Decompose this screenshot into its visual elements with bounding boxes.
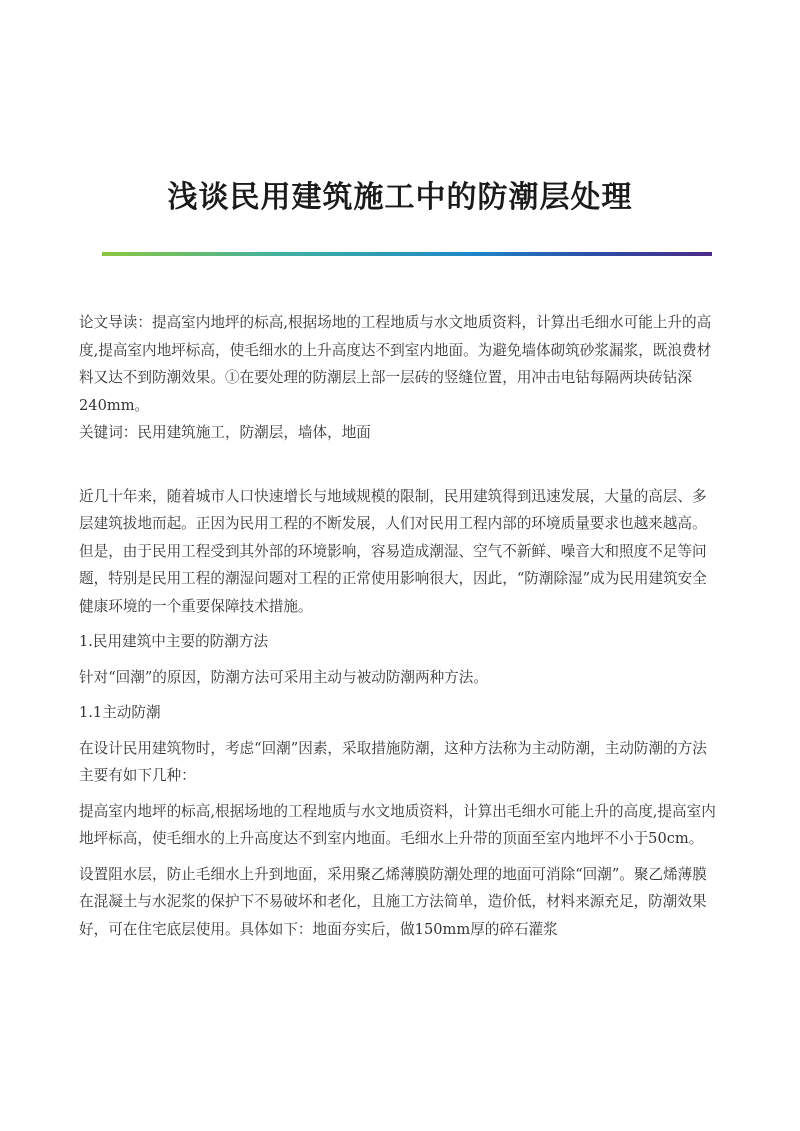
spacer [79, 853, 721, 861]
method-1-paragraph: 提高室内地坪的标高,根据场地的工程地质与水文地质资料，计算出毛细水可能上升的高度,提高室内地坪标高，使毛细水的上升高度达不到室内地面。毛细水上升带的顶面至室内地坪不小于50cm。 [79, 802, 716, 847]
section-heading-1-1: 1.1主动防潮 [79, 704, 161, 721]
abstract-label: 论文导读： [79, 314, 152, 331]
keywords-label: 关键词： [79, 424, 138, 441]
spacer [79, 656, 721, 664]
spacer [79, 727, 721, 735]
section-heading-1: 1.民用建筑中主要的防潮方法 [79, 633, 269, 650]
spacer [79, 447, 721, 483]
section-1-1-paragraph: 在设计民用建筑物时，考虑“回潮”因素，采取措施防潮，这种方法称为主动防潮，主动防潮的方法主要有如下几种： [79, 739, 707, 784]
abstract-text: 提高室内地坪的标高,根据场地的工程地质与水文地质资料，计算出毛细水可能上升的高度,提高室内地坪标高，使毛细水的上升高度达不到室内地面。为避免墙体砌筑砂浆漏浆，既浪费材料又达不到防潮效果。①在要处理的防潮层上部一层砖的竖缝位置，用冲击电钻每隔两块砖钻深240mm。 [79, 314, 712, 414]
method-2-paragraph: 设置阻水层，防止毛细水上升到地面，采用聚乙烯薄膜防潮处理的地面可消除“回潮”。聚乙烯薄膜在混凝土与水泥浆的保护下不易破坏和老化，且施工方法简单，造价低，材料来源充足，防潮效果好，可在住宅底层使用。具体如下：地面夯实后，做150mm厚的碎石灌浆 [79, 865, 707, 938]
keywords-paragraph [79, 419, 721, 447]
section-1-paragraph: 针对“回潮”的原因，防潮方法可采用主动与被动防潮两种方法。 [79, 668, 488, 686]
document-body [79, 309, 721, 943]
page-title: 浅谈民用建筑施工中的防潮层处理 [167, 180, 633, 216]
title-divider [102, 252, 712, 256]
intro-paragraph: 近几十年来，随着城市人口快速增长与地域规模的限制，民用建筑得到迅速发展，大量的高层、多层建筑拔地而起。正因为民用工程的不断发展，人们对民用工程内部的环境质量要求也越来越高。但是，由于民用工程受到其外部的环境影响，容易造成潮湿、空气不新鲜、噪音大和照度不足等问题，特别是民用工程的潮湿问题对工程的正常使用影响很大，因此，“防潮除湿”成为民用建筑安全健康环境的一个重要保障技术措施。 [79, 487, 707, 615]
abstract-paragraph [79, 309, 721, 419]
spacer [79, 620, 721, 628]
keywords-text: 民用建筑施工，防潮层，墙体，地面 [137, 424, 371, 441]
spacer [79, 790, 721, 798]
spacer [79, 691, 721, 699]
